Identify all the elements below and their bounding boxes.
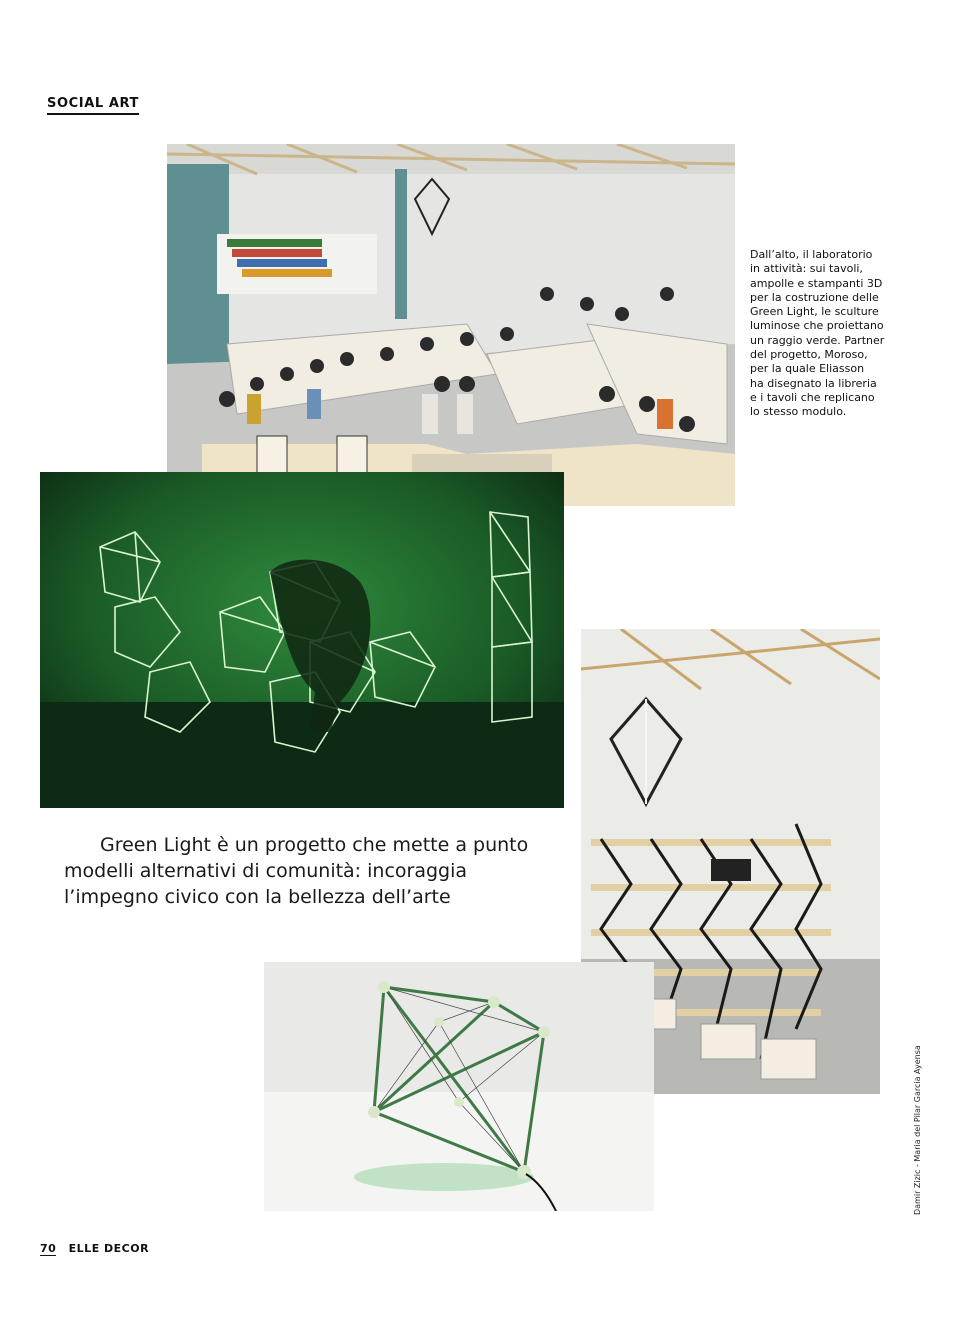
caption-line: e i tavoli che replicano bbox=[750, 390, 875, 404]
pull-quote-line: modelli alternativi di comunità: incoraggia bbox=[64, 860, 468, 882]
photo-credit: Damir Zizic - Maria del Pilar Garcia Ayensa bbox=[913, 1045, 922, 1215]
magazine-name: ELLE DECOR bbox=[68, 1242, 150, 1255]
caption-line: Green Light, le sculture bbox=[750, 305, 879, 319]
page-number: 70 bbox=[40, 1242, 57, 1255]
caption-line: ha disegnato la libreria bbox=[750, 376, 877, 390]
caption-line: ampolle e stampanti 3D bbox=[750, 276, 883, 290]
caption-line: del progetto, Moroso, bbox=[750, 348, 868, 362]
pull-quote bbox=[64, 832, 564, 910]
page-footer bbox=[40, 1242, 149, 1255]
workshop-photo bbox=[167, 144, 735, 506]
caption-line: lo stesso modulo. bbox=[750, 405, 847, 419]
caption-line: luminose che proiettano bbox=[750, 319, 884, 333]
pull-quote-line: Green Light è un progetto che mette a punto bbox=[100, 834, 529, 856]
caption-line: un raggio verde. Partner bbox=[750, 333, 885, 347]
green-light-sculptures-photo bbox=[40, 472, 564, 808]
section-label: SOCIAL ART bbox=[47, 96, 139, 115]
pull-quote-line: l’impegno civico con la bellezza dell’arte bbox=[64, 886, 451, 908]
photo-caption bbox=[750, 248, 900, 420]
caption-line: per la costruzione delle bbox=[750, 290, 879, 304]
caption-line: per la quale Eliasson bbox=[750, 362, 865, 376]
caption-line: in attività: sui tavoli, bbox=[750, 262, 863, 276]
caption-line: Dall’alto, il laboratorio bbox=[750, 248, 873, 261]
sculpture-photo bbox=[264, 962, 654, 1211]
